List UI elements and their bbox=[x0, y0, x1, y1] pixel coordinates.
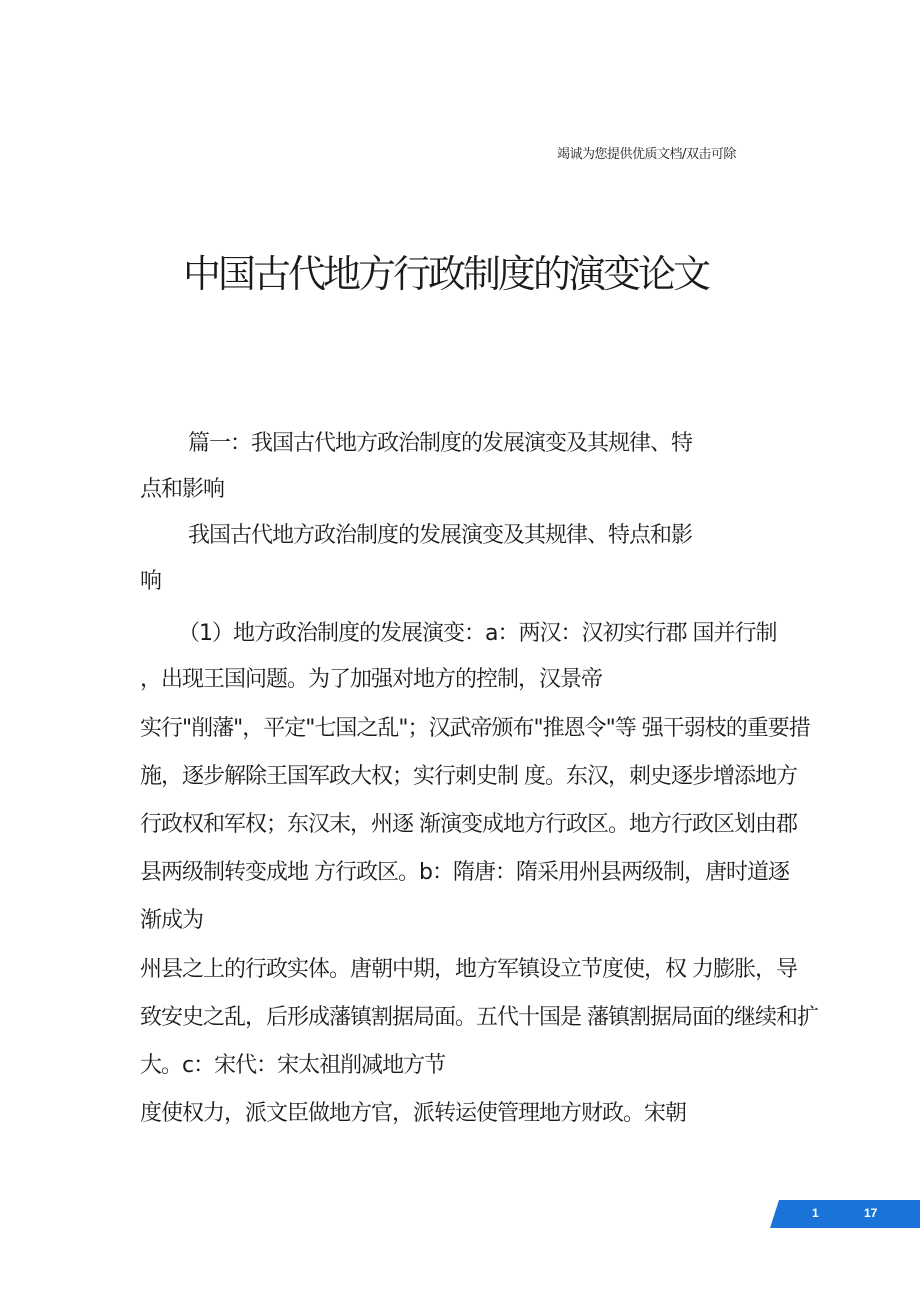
body-line: ，出现王国问题。为了加强对地方的控制，汉景帝 bbox=[140, 667, 603, 692]
document-title: 中国古代地方行政制度的演变论文 bbox=[183, 252, 709, 296]
total-pages-number: 17 bbox=[864, 1206, 878, 1220]
body-line: 州县之上的行政实体。唐朝中期，地方军镇设立节度使，权 力膨胀，导 bbox=[140, 957, 797, 982]
body-line: 我国古代地方政治制度的发展演变及其规律、特点和影 bbox=[188, 523, 693, 548]
body-line: 实行"削藩"，平定"七国之乱"；汉武帝颁布"推恩令"等 强干弱枝的重要措 bbox=[140, 716, 810, 741]
body-line: 县两级制转变成地 方行政区。b：隋唐：隋采用州县两级制，唐时道逐 bbox=[140, 860, 789, 885]
page-footer-bar bbox=[770, 1200, 920, 1228]
body-line: 点和影响 bbox=[140, 477, 225, 502]
current-page-number: 1 bbox=[812, 1206, 819, 1220]
body-line: （1）地方政治制度的发展演变：a：两汉：汉初实行郡 国并行制 bbox=[178, 621, 777, 646]
body-line: 度使权力，派文臣做地方官，派转运使管理地方财政。宋朝 bbox=[140, 1101, 687, 1126]
body-line: 行政权和军权；东汉末，州逐 渐演变成地方行政区。地方行政区划由郡 bbox=[140, 812, 797, 837]
body-line: 篇一：我国古代地方政治制度的发展演变及其规律、特 bbox=[188, 431, 693, 456]
body-line: 响 bbox=[140, 569, 162, 594]
body-line: 施，逐步解除王国军政大权；实行刺史制 度。东汉，刺史逐步增添地方 bbox=[140, 764, 797, 789]
body-line: 大。c：宋代：宋太祖削减地方节 bbox=[140, 1053, 446, 1078]
body-line: 致安史之乱，后形成藩镇割据局面。五代十国是 藩镇割据局面的继续和扩 bbox=[140, 1005, 818, 1030]
header-note: 竭诚为您提供优质文档/双击可除 bbox=[557, 147, 736, 162]
body-line: 渐成为 bbox=[140, 908, 204, 933]
